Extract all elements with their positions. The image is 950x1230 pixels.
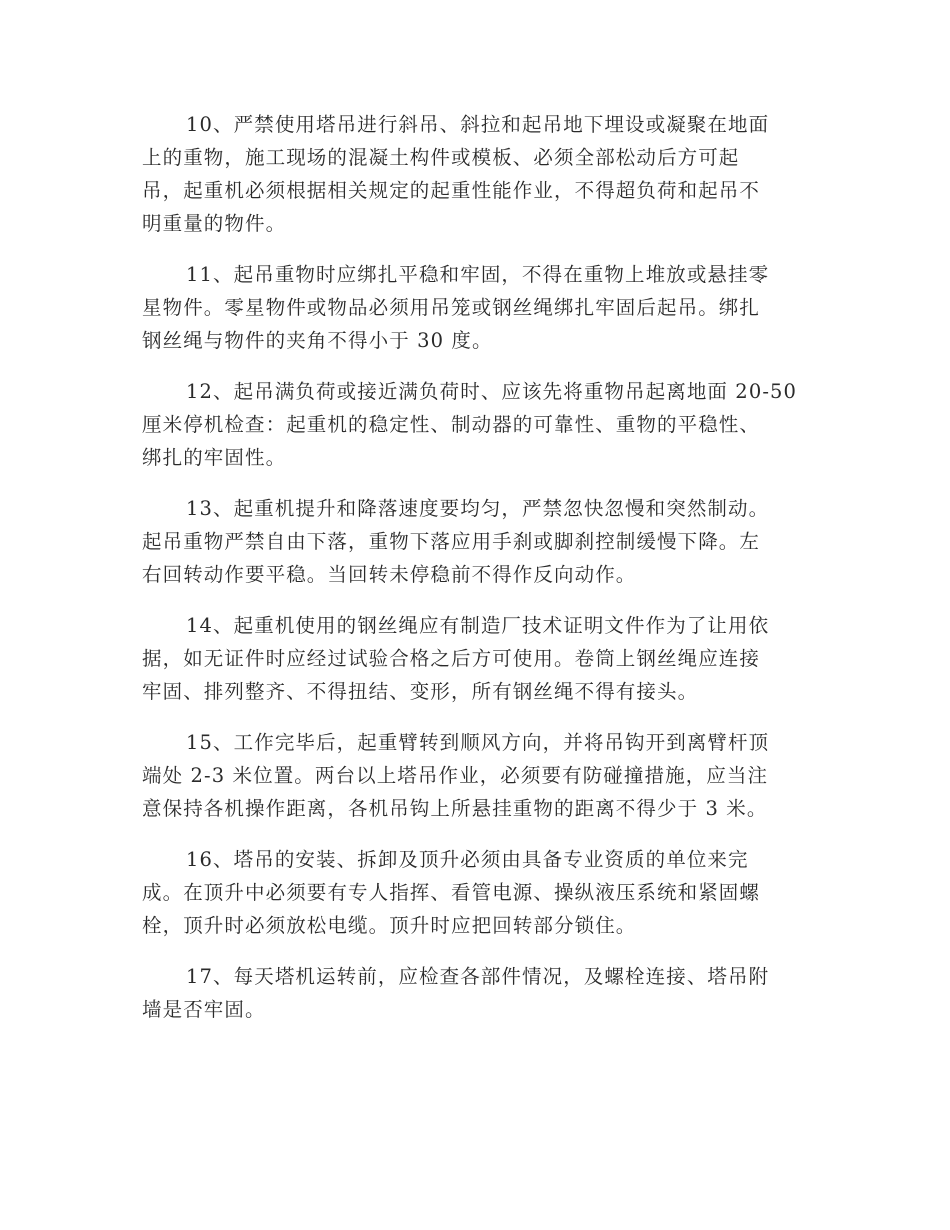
paragraph-14 xyxy=(142,609,822,708)
paragraph-16 xyxy=(142,843,822,942)
paragraph-line: 17、每天塔机运转前，应检查各部件情况，及螺栓连接、塔吊附 xyxy=(186,965,770,988)
paragraph-line: 端处 2-3 米位置。两台以上塔吊作业，必须要有防碰撞措施，应当注 xyxy=(142,764,769,787)
paragraph-11 xyxy=(142,258,822,357)
paragraph-line: 13、起重机提升和降落速度要均匀，严禁忽快忽慢和突然制动。 xyxy=(186,497,770,520)
paragraph-line: 栓，顶升时必须放松电缆。顶升时应把回转部分锁住。 xyxy=(142,914,637,937)
paragraph-15 xyxy=(142,726,822,825)
paragraph-line: 明重量的物件。 xyxy=(142,212,287,235)
paragraph-line: 星物件。零星物件或物品必须用吊笼或钢丝绳绑扎牢固后起吊。绑扎 xyxy=(142,296,761,319)
document-body xyxy=(142,108,822,1044)
paragraph-line: 吊，起重机必须根据相关规定的起重性能作业，不得超负荷和起吊不 xyxy=(142,179,761,202)
paragraph-line: 据，如无证件时应经过试验合格之后方可使用。卷筒上钢丝绳应连接 xyxy=(142,647,761,670)
paragraph-line: 钢丝绳与物件的夹角不得小于 30 度。 xyxy=(142,329,493,352)
paragraph-17 xyxy=(142,960,822,1026)
paragraph-line: 11、起吊重物时应绑扎平稳和牢固，不得在重物上堆放或悬挂零 xyxy=(186,263,770,286)
paragraph-10 xyxy=(142,108,822,240)
paragraph-13 xyxy=(142,492,822,591)
paragraph-line: 14、起重机使用的钢丝绳应有制造厂技术证明文件作为了让用依 xyxy=(186,614,770,637)
paragraph-line: 12、起吊满负荷或接近满负荷时、应该先将重物吊起离地面 20-50 xyxy=(186,380,798,403)
paragraph-line: 右回转动作要平稳。当回转未停稳前不得作反向动作。 xyxy=(142,563,637,586)
paragraph-line: 上的重物，施工现场的混凝土构件或模板、必须全部松动后方可起 xyxy=(142,146,740,169)
paragraph-line: 15、工作完毕后，起重臂转到顺风方向，并将吊钩开到离臂杆顶 xyxy=(186,731,770,754)
paragraph-line: 牢固、排列整齐、不得扭结、变形，所有钢丝绳不得有接头。 xyxy=(142,680,699,703)
paragraph-line: 绑扎的牢固性。 xyxy=(142,446,287,469)
paragraph-line: 10、严禁使用塔吊进行斜吊、斜拉和起吊地下埋设或凝聚在地面 xyxy=(186,113,770,136)
paragraph-line: 16、塔吊的安装、拆卸及顶升必须由具备专业资质的单位来完 xyxy=(186,848,749,871)
paragraph-line: 墙是否牢固。 xyxy=(142,998,266,1021)
paragraph-line: 成。在顶升中必须要有专人指挥、看管电源、操纵液压系统和紧固螺 xyxy=(142,881,761,904)
paragraph-line: 意保持各机操作距离，各机吊钩上所悬挂重物的距离不得少于 3 米。 xyxy=(142,797,768,820)
paragraph-12 xyxy=(142,375,822,474)
paragraph-line: 起吊重物严禁自由下落，重物下落应用手刹或脚刹控制缓慢下降。左 xyxy=(142,530,761,553)
paragraph-line: 厘米停机检查：起重机的稳定性、制动器的可靠性、重物的平稳性、 xyxy=(142,413,761,436)
